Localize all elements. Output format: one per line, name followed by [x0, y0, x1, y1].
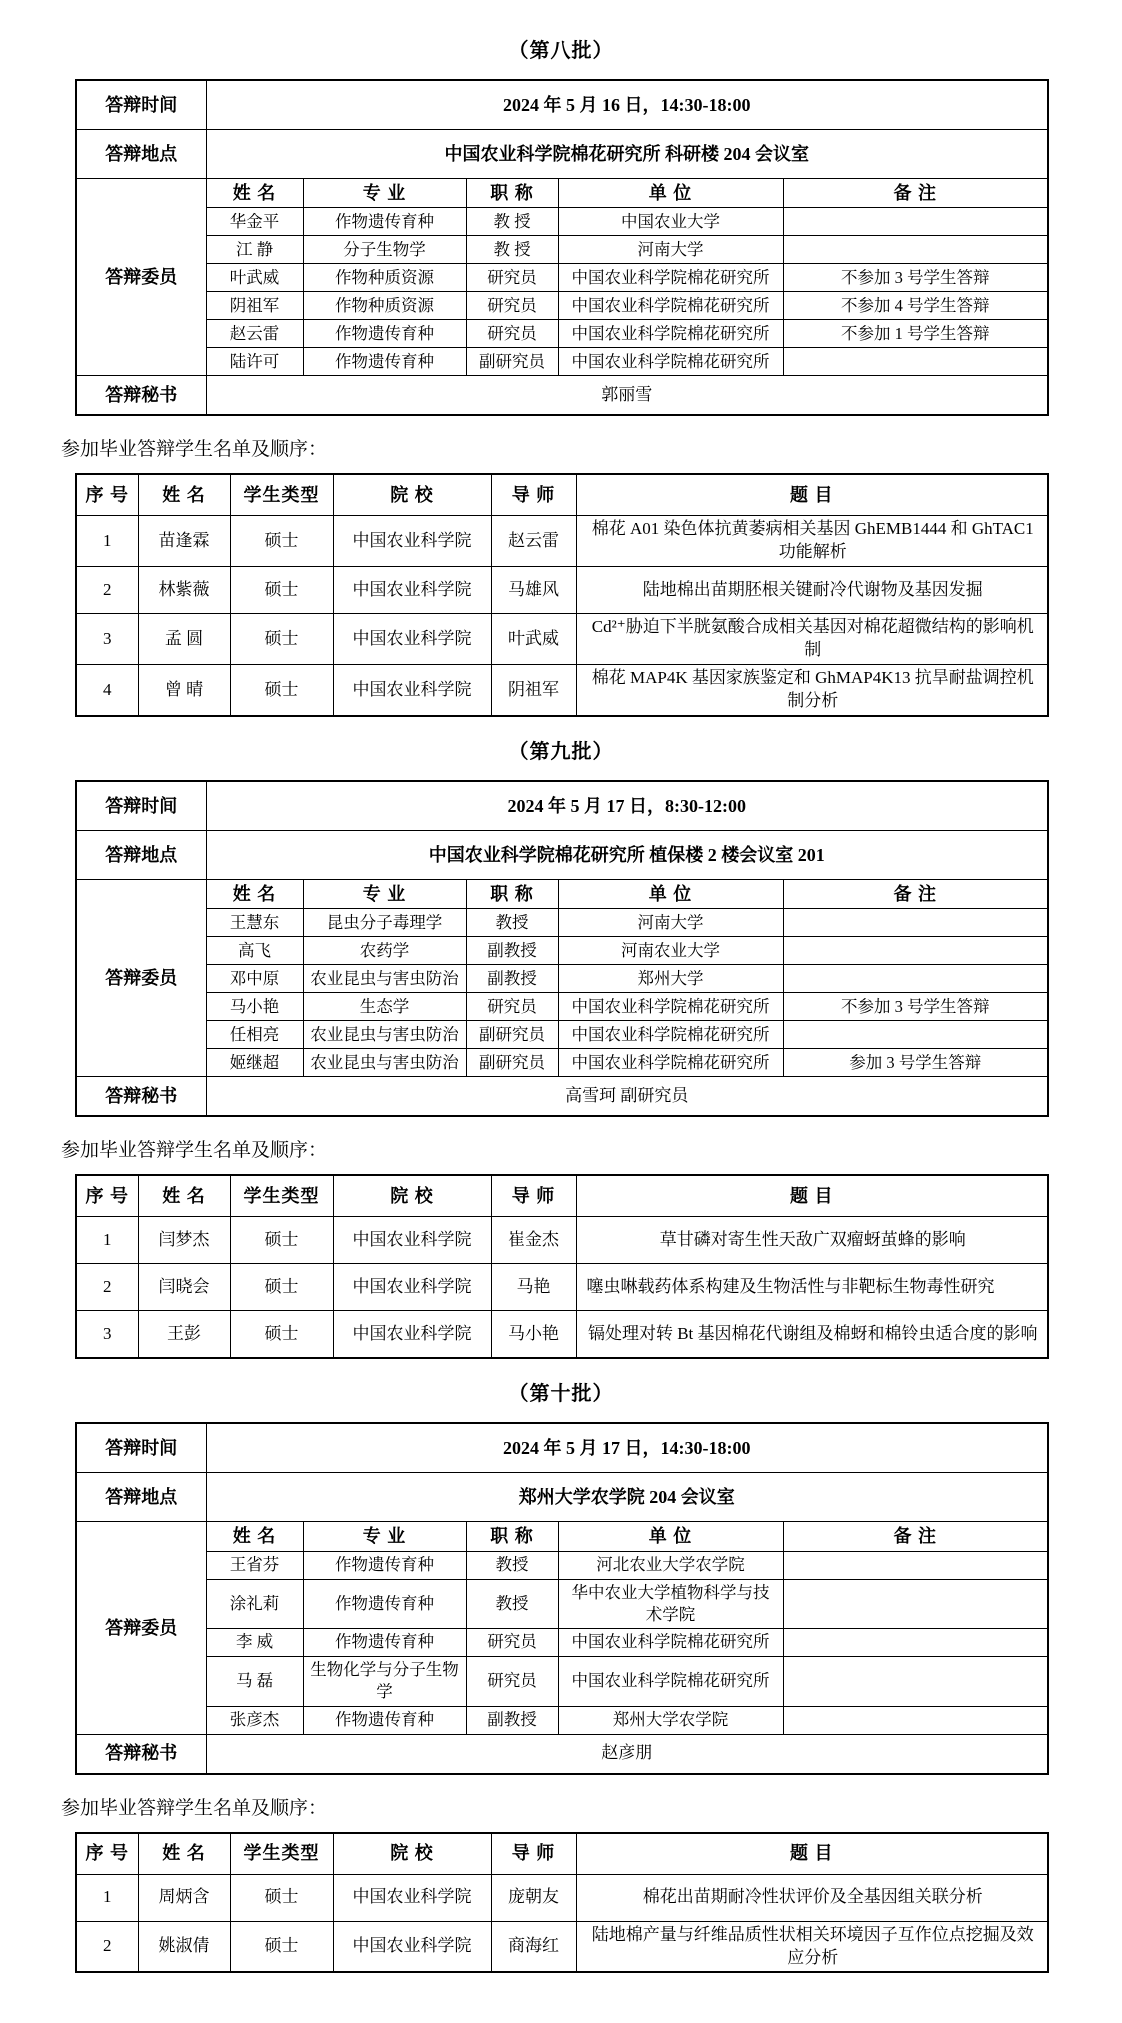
student-type: 硕士: [230, 1311, 333, 1359]
students-header-row: [76, 474, 1048, 516]
member-note: 参加 3 号学生答辩: [783, 1049, 1048, 1077]
member-name: 姬继超: [206, 1049, 303, 1077]
batch-section-2: [61, 735, 1047, 1359]
secretary-row: [76, 1734, 1048, 1774]
secretary-value: 赵彦朋: [206, 1734, 1048, 1774]
committee-column-header: 姓 名: [206, 179, 303, 208]
committee-member-row: [76, 993, 1048, 1021]
students-table: [75, 1174, 1049, 1359]
committee-header-row: [76, 1522, 1048, 1551]
batch-title: （第九批）: [508, 740, 614, 763]
committee-column-header: 姓 名: [206, 879, 303, 908]
student-type: 硕士: [230, 665, 333, 716]
committee-column-header: 备 注: [783, 1522, 1048, 1551]
member-note: [783, 965, 1048, 993]
member-name: 江 静: [206, 236, 303, 264]
student-topic: 陆地棉产量与纤维品质性状相关环境因子互作位点挖掘及效应分析: [576, 1921, 1048, 1972]
member-unit: 中国农业科学院棉花研究所: [558, 264, 783, 292]
student-no: 3: [76, 1311, 138, 1359]
defense-place-row: [76, 1473, 1048, 1522]
student-name: 闫梦杰: [138, 1217, 230, 1264]
student-advisor: 赵云雷: [491, 516, 576, 567]
student-topic: 陆地棉出苗期胚根关键耐冷代谢物及基因发掘: [576, 567, 1048, 614]
student-advisor: 马雄风: [491, 567, 576, 614]
member-unit: 中国农业科学院棉花研究所: [558, 1657, 783, 1707]
member-note: [783, 1021, 1048, 1049]
committee-member-row: [76, 1579, 1048, 1629]
committee-column-header: 单 位: [558, 879, 783, 908]
secretary-label: 答辩秘书: [76, 376, 206, 416]
member-unit: 河南大学: [558, 909, 783, 937]
member-note: [783, 1579, 1048, 1629]
student-type: 硕士: [230, 1874, 333, 1921]
students-table: [75, 473, 1049, 717]
student-column-header: 题 目: [576, 474, 1048, 516]
student-column-header: 院 校: [333, 474, 491, 516]
member-title: 研究员: [466, 1629, 558, 1657]
committee-member-row: [76, 264, 1048, 292]
member-title: 教 授: [466, 236, 558, 264]
defense-time-label: 答辩时间: [76, 80, 206, 130]
member-note: [783, 348, 1048, 376]
student-column-header: 姓 名: [138, 474, 230, 516]
student-school: 中国农业科学院: [333, 516, 491, 567]
member-title: 研究员: [466, 264, 558, 292]
member-major: 作物遗传育种: [303, 1706, 466, 1734]
student-school: 中国农业科学院: [333, 1217, 491, 1264]
student-row: [76, 1921, 1048, 1972]
defense-place-value: 郑州大学农学院 204 会议室: [206, 1473, 1048, 1522]
member-note: [783, 1629, 1048, 1657]
student-column-header: 序 号: [76, 474, 138, 516]
students-header-row: [76, 1175, 1048, 1217]
committee-column-header: 职 称: [466, 879, 558, 908]
member-title: 副教授: [466, 965, 558, 993]
member-major: 农药学: [303, 937, 466, 965]
defense-time-value: 2024 年 5 月 17 日，8:30-12:00: [206, 781, 1048, 831]
defense-place-label: 答辩地点: [76, 830, 206, 879]
member-note: [783, 1657, 1048, 1707]
defense-time-label: 答辩时间: [76, 781, 206, 831]
student-school: 中国农业科学院: [333, 614, 491, 665]
committee-member-row: [76, 236, 1048, 264]
member-unit: 中国农业科学院棉花研究所: [558, 993, 783, 1021]
defense-place-label: 答辩地点: [76, 130, 206, 179]
student-type: 硕士: [230, 567, 333, 614]
member-title: 副教授: [466, 937, 558, 965]
student-topic: 棉花 MAP4K 基因家族鉴定和 GhMAP4K13 抗旱耐盐调控机制分析: [576, 665, 1048, 716]
defense-info-table: [75, 780, 1049, 1117]
student-column-header: 导 师: [491, 1833, 576, 1875]
committee-column-header: 姓 名: [206, 1522, 303, 1551]
student-name: 曾 晴: [138, 665, 230, 716]
student-type: 硕士: [230, 1921, 333, 1972]
member-major: 作物遗传育种: [303, 1629, 466, 1657]
member-unit: 中国农业大学: [558, 208, 783, 236]
committee-column-header: 职 称: [466, 179, 558, 208]
committee-member-row: [76, 1706, 1048, 1734]
student-row: [76, 516, 1048, 567]
defense-time-row: [76, 1423, 1048, 1473]
member-title: 教授: [466, 909, 558, 937]
student-column-header: 导 师: [491, 1175, 576, 1217]
student-advisor: 庞朝友: [491, 1874, 576, 1921]
member-name: 马小艳: [206, 993, 303, 1021]
student-row: [76, 1874, 1048, 1921]
member-major: 作物遗传育种: [303, 348, 466, 376]
defense-place-row: [76, 830, 1048, 879]
batch-section-3: [61, 1377, 1047, 1973]
member-name: 王慧东: [206, 909, 303, 937]
member-unit: 中国农业科学院棉花研究所: [558, 1629, 783, 1657]
member-name: 张彦杰: [206, 1706, 303, 1734]
student-advisor: 崔金杰: [491, 1217, 576, 1264]
student-advisor: 阴祖军: [491, 665, 576, 716]
student-advisor: 马小艳: [491, 1311, 576, 1359]
member-major: 农业昆虫与害虫防治: [303, 965, 466, 993]
student-school: 中国农业科学院: [333, 1874, 491, 1921]
student-no: 2: [76, 1264, 138, 1311]
committee-label: 答辩委员: [76, 179, 206, 376]
defense-time-value: 2024 年 5 月 17 日，14:30-18:00: [206, 1423, 1048, 1473]
member-unit: 中国农业科学院棉花研究所: [558, 1049, 783, 1077]
students-caption: 参加毕业答辩学生名单及顺序：: [61, 439, 328, 461]
member-note: [783, 236, 1048, 264]
member-title: 教授: [466, 1579, 558, 1629]
student-school: 中国农业科学院: [333, 567, 491, 614]
student-no: 1: [76, 1217, 138, 1264]
committee-label: 答辩委员: [76, 1522, 206, 1734]
member-unit: 河南大学: [558, 236, 783, 264]
member-title: 副研究员: [466, 348, 558, 376]
member-name: 任相亮: [206, 1021, 303, 1049]
member-title: 研究员: [466, 292, 558, 320]
member-name: 华金平: [206, 208, 303, 236]
student-column-header: 院 校: [333, 1175, 491, 1217]
students-header-row: [76, 1833, 1048, 1875]
students-table: [75, 1832, 1049, 1974]
member-name: 李 威: [206, 1629, 303, 1657]
member-major: 作物种质资源: [303, 292, 466, 320]
student-topic: 镉处理对转 Bt 基因棉花代谢组及棉蚜和棉铃虫适合度的影响: [576, 1311, 1048, 1359]
committee-column-header: 备 注: [783, 879, 1048, 908]
student-row: [76, 614, 1048, 665]
member-unit: 华中农业大学植物科学与技术学院: [558, 1579, 783, 1629]
member-title: 教授: [466, 1551, 558, 1579]
student-topic: 草甘磷对寄生性天敌广双瘤蚜茧蜂的影响: [576, 1217, 1048, 1264]
member-major: 作物种质资源: [303, 264, 466, 292]
secretary-label: 答辩秘书: [76, 1077, 206, 1117]
committee-column-header: 专 业: [303, 1522, 466, 1551]
student-column-header: 导 师: [491, 474, 576, 516]
student-column-header: 序 号: [76, 1833, 138, 1875]
member-name: 马 磊: [206, 1657, 303, 1707]
committee-label: 答辩委员: [76, 879, 206, 1076]
batch-title: （第八批）: [508, 40, 614, 62]
member-note: 不参加 3 号学生答辩: [783, 264, 1048, 292]
member-name: 阴祖军: [206, 292, 303, 320]
member-title: 副教授: [466, 1706, 558, 1734]
student-no: 4: [76, 665, 138, 716]
defense-place-value: 中国农业科学院棉花研究所 植保楼 2 楼会议室 201: [206, 830, 1048, 879]
defense-place-value: 中国农业科学院棉花研究所 科研楼 204 会议室: [206, 130, 1048, 179]
defense-info-table: [75, 79, 1049, 416]
member-major: 农业昆虫与害虫防治: [303, 1049, 466, 1077]
member-major: 作物遗传育种: [303, 208, 466, 236]
member-unit: 河南农业大学: [558, 937, 783, 965]
committee-member-row: [76, 1629, 1048, 1657]
student-name: 苗逢霖: [138, 516, 230, 567]
defense-place-label: 答辩地点: [76, 1473, 206, 1522]
student-no: 1: [76, 516, 138, 567]
student-school: 中国农业科学院: [333, 1311, 491, 1359]
defense-info-table: [75, 1422, 1049, 1774]
student-no: 2: [76, 1921, 138, 1972]
committee-column-header: 专 业: [303, 879, 466, 908]
student-name: 王彭: [138, 1311, 230, 1359]
member-note: [783, 1551, 1048, 1579]
student-topic: 棉花出苗期耐冷性状评价及全基因组关联分析: [576, 1874, 1048, 1921]
member-major: 作物遗传育种: [303, 1551, 466, 1579]
student-row: [76, 1217, 1048, 1264]
member-unit: 中国农业科学院棉花研究所: [558, 1021, 783, 1049]
committee-header-row: [76, 879, 1048, 908]
committee-column-header: 备 注: [783, 179, 1048, 208]
student-advisor: 马艳: [491, 1264, 576, 1311]
committee-member-row: [76, 292, 1048, 320]
batch-title: （第十批）: [508, 1383, 614, 1406]
member-unit: 中国农业科学院棉花研究所: [558, 292, 783, 320]
member-name: 涂礼莉: [206, 1579, 303, 1629]
defense-time-row: [76, 80, 1048, 130]
secretary-value: 郭丽雪: [206, 376, 1048, 416]
student-name: 周炳含: [138, 1874, 230, 1921]
member-note: 不参加 3 号学生答辩: [783, 993, 1048, 1021]
student-type: 硕士: [230, 1264, 333, 1311]
member-title: 研究员: [466, 320, 558, 348]
student-row: [76, 665, 1048, 716]
member-unit: 郑州大学农学院: [558, 1706, 783, 1734]
member-major: 作物遗传育种: [303, 320, 466, 348]
student-type: 硕士: [230, 516, 333, 567]
member-major: 农业昆虫与害虫防治: [303, 1021, 466, 1049]
committee-column-header: 单 位: [558, 179, 783, 208]
student-column-header: 学生类型: [230, 1833, 333, 1875]
student-column-header: 题 目: [576, 1833, 1048, 1875]
student-school: 中国农业科学院: [333, 1264, 491, 1311]
committee-member-row: [76, 1551, 1048, 1579]
committee-member-row: [76, 1657, 1048, 1707]
student-school: 中国农业科学院: [333, 665, 491, 716]
member-title: 副研究员: [466, 1049, 558, 1077]
students-caption: 参加毕业答辩学生名单及顺序：: [61, 1140, 328, 1162]
member-unit: 河北农业大学农学院: [558, 1551, 783, 1579]
secretary-row: [76, 1077, 1048, 1117]
student-type: 硕士: [230, 614, 333, 665]
committee-member-row: [76, 348, 1048, 376]
student-column-header: 院 校: [333, 1833, 491, 1875]
committee-member-row: [76, 320, 1048, 348]
committee-member-row: [76, 1049, 1048, 1077]
member-major: 昆虫分子毒理学: [303, 909, 466, 937]
student-name: 林紫薇: [138, 567, 230, 614]
student-name: 闫晓会: [138, 1264, 230, 1311]
student-advisor: 叶武威: [491, 614, 576, 665]
committee-header-row: [76, 179, 1048, 208]
member-unit: 中国农业科学院棉花研究所: [558, 320, 783, 348]
student-name: 姚淑倩: [138, 1921, 230, 1972]
committee-column-header: 单 位: [558, 1522, 783, 1551]
member-note: [783, 937, 1048, 965]
committee-member-row: [76, 1021, 1048, 1049]
committee-member-row: [76, 937, 1048, 965]
member-unit: 中国农业科学院棉花研究所: [558, 348, 783, 376]
student-topic: 棉花 A01 染色体抗黄萎病相关基因 GhEMB1444 和 GhTAC1 功能解析: [576, 516, 1048, 567]
secretary-row: [76, 376, 1048, 416]
student-row: [76, 1311, 1048, 1359]
committee-column-header: 职 称: [466, 1522, 558, 1551]
student-topic: Cd²⁺胁迫下半胱氨酸合成相关基因对棉花超微结构的影响机制: [576, 614, 1048, 665]
student-no: 3: [76, 614, 138, 665]
member-title: 副研究员: [466, 1021, 558, 1049]
defense-time-value: 2024 年 5 月 16 日，14:30-18:00: [206, 80, 1048, 130]
member-note: 不参加 4 号学生答辩: [783, 292, 1048, 320]
member-name: 邓中原: [206, 965, 303, 993]
student-no: 1: [76, 1874, 138, 1921]
committee-column-header: 专 业: [303, 179, 466, 208]
member-name: 陆许可: [206, 348, 303, 376]
student-row: [76, 567, 1048, 614]
member-name: 赵云雷: [206, 320, 303, 348]
member-major: 分子生物学: [303, 236, 466, 264]
member-note: [783, 909, 1048, 937]
student-no: 2: [76, 567, 138, 614]
student-topic: 噻虫啉载药体系构建及生物活性与非靶标生物毒性研究: [576, 1264, 1048, 1311]
student-name: 孟 圆: [138, 614, 230, 665]
student-column-header: 学生类型: [230, 474, 333, 516]
defense-time-row: [76, 781, 1048, 831]
member-note: [783, 208, 1048, 236]
defense-time-label: 答辩时间: [76, 1423, 206, 1473]
student-advisor: 商海红: [491, 1921, 576, 1972]
member-title: 教 授: [466, 208, 558, 236]
member-major: 生物化学与分子生物学: [303, 1657, 466, 1707]
member-name: 王省芬: [206, 1551, 303, 1579]
committee-member-row: [76, 909, 1048, 937]
committee-member-row: [76, 965, 1048, 993]
member-title: 研究员: [466, 1657, 558, 1707]
committee-member-row: [76, 208, 1048, 236]
defense-place-row: [76, 130, 1048, 179]
member-major: 作物遗传育种: [303, 1579, 466, 1629]
student-column-header: 题 目: [576, 1175, 1048, 1217]
member-unit: 郑州大学: [558, 965, 783, 993]
student-type: 硕士: [230, 1217, 333, 1264]
batch-section-1: [61, 34, 1047, 717]
student-column-header: 姓 名: [138, 1175, 230, 1217]
member-note: 不参加 1 号学生答辩: [783, 320, 1048, 348]
students-caption: 参加毕业答辩学生名单及顺序：: [61, 1797, 328, 1819]
student-column-header: 学生类型: [230, 1175, 333, 1217]
member-note: [783, 1706, 1048, 1734]
student-column-header: 姓 名: [138, 1833, 230, 1875]
member-title: 研究员: [466, 993, 558, 1021]
member-major: 生态学: [303, 993, 466, 1021]
secretary-value: 高雪珂 副研究员: [206, 1077, 1048, 1117]
member-name: 高飞: [206, 937, 303, 965]
member-name: 叶武威: [206, 264, 303, 292]
student-school: 中国农业科学院: [333, 1921, 491, 1972]
student-column-header: 序 号: [76, 1175, 138, 1217]
student-row: [76, 1264, 1048, 1311]
secretary-label: 答辩秘书: [76, 1734, 206, 1774]
